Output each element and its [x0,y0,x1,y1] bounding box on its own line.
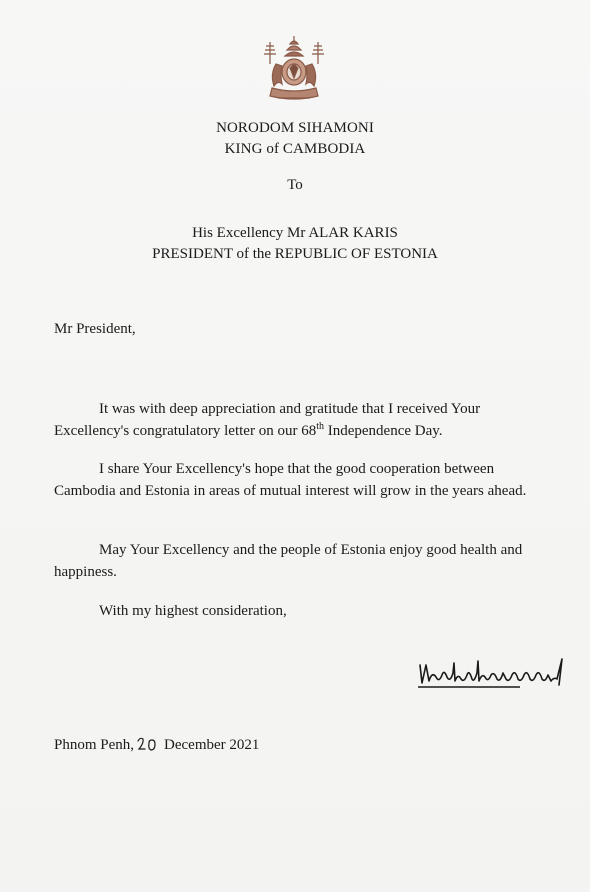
recipient-name: His Excellency Mr ALAR KARIS [192,225,398,241]
salutation: Mr President, [54,321,136,337]
royal-crest-icon [256,34,332,104]
paragraph-1-tail: Independence Day. [323,423,443,439]
to-label: To [287,177,303,193]
paragraph-1 [54,398,544,442]
ordinal-suffix: th [316,421,324,432]
recipient-title: PRESIDENT of the REPUBLIC OF ESTONIA [152,246,438,262]
date-place: Phnom Penh, [54,737,135,753]
date-month-year: December 2021 [164,737,260,753]
date-line [54,735,259,754]
paragraph-2: I share Your Excellency's hope that the good cooperation between Cambodia and Estonia in areas of mutual interest will grow in the years ahead. [54,461,527,499]
sender-name: NORODOM SIHAMONI [216,120,374,136]
paragraph-3: May Your Excellency and the people of Estonia enjoy good health and happiness. [54,542,523,580]
closing-line: With my highest consideration, [99,603,287,619]
signature-icon [416,651,571,691]
paragraph-1-text: It was with deep appreciation and gratitude that I received Your Excellency's congratulatory letter on our 68 [54,401,481,439]
sender-title: KING of CAMBODIA [224,141,366,157]
handwritten-day-20 [136,735,160,753]
